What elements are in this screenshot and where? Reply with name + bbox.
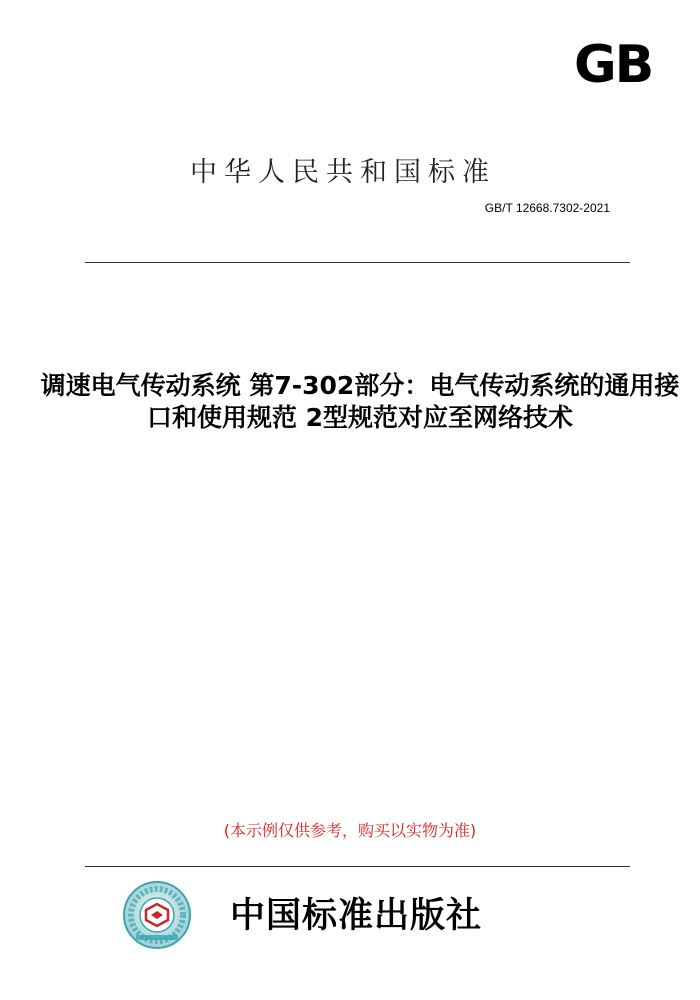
gb-logo: GB — [574, 35, 653, 95]
publisher-name: 中国标准出版社 — [230, 895, 483, 936]
publisher-emblem-icon — [122, 880, 192, 950]
standard-number: GB/T 12668.7302-2021 — [484, 201, 610, 215]
footer-divider — [85, 866, 630, 867]
standard-heading: 中华人民共和国标准 — [190, 157, 496, 188]
header-divider — [85, 262, 630, 263]
sample-note: (本示例仅供参考，购买以实物为准) — [223, 821, 477, 840]
document-title: 调速电气传动系统 第7-302部分：电气传动系统的通用接口和使用规范 2型规范对应至网络技术 — [40, 371, 680, 432]
